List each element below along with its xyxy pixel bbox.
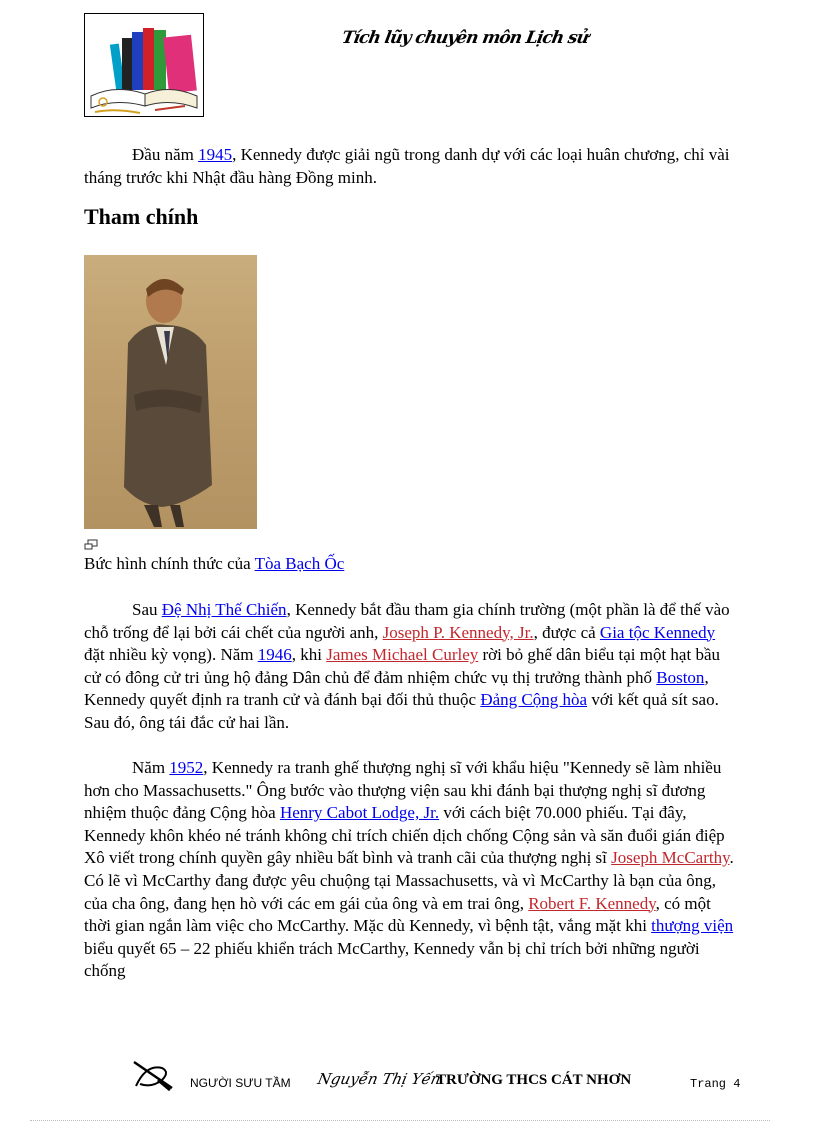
link-joseph-mccarthy[interactable]: Joseph McCarthy	[611, 848, 730, 868]
link-kennedy-family[interactable]: Gia tộc Kennedy	[599, 622, 716, 642]
pen-icon	[132, 1058, 176, 1092]
portrait-figure	[84, 255, 257, 529]
footer-divider	[30, 1120, 770, 1121]
books-icon	[85, 14, 204, 117]
link-1946[interactable]: 1946	[257, 645, 292, 665]
heading-tham-chinh: Tham chính	[84, 204, 199, 229]
kennedy-portrait-image	[84, 255, 257, 529]
paragraph-politics-start: Sau Đệ Nhị Thế Chiến, Kennedy bắt đầu tham gia chính trường (một phần là để thế vào chỗ trống để lại bởi cái chết của người anh, Joseph P. Kennedy, Jr., được cả Gia tộc Kennedy đặt nhiều kỳ vọng). Năm 1946, khi James Michael Curley rời bỏ ghế dân biểu tại một hạt bầu cử có đông cử tri ủng hộ đảng Dân chủ để đảm nhiệm chức vụ thị trưởng thành phố Boston, Kennedy quyết định ra tranh cử và đánh bại đối thủ thuộc Đảng Cộng hòa với kết quả sít sao. Sau đó, ông tái đắc cử hai lần.	[84, 600, 730, 732]
footer-school: TRƯỜNG THCS CÁT NHƠN	[436, 1072, 632, 1088]
link-robert-kennedy[interactable]: Robert F. Kennedy	[528, 893, 656, 913]
link-boston[interactable]: Boston	[656, 667, 705, 687]
paragraph-1945: Đầu năm 1945, Kennedy được giải ngũ trong danh dự với các loại huân chương, chỉ vài tháng trước khi Nhật đầu hàng Đồng minh.	[84, 145, 730, 187]
footer-collector: NGƯỜI SƯU TẦM	[190, 1076, 291, 1090]
link-white-house[interactable]: Tòa Bạch Ốc	[254, 554, 345, 573]
link-world-war-2[interactable]: Đệ Nhị Thế Chiến	[161, 600, 287, 619]
enlarge-image-icon[interactable]	[84, 539, 98, 551]
paragraph-senate-1952: Năm 1952, Kennedy ra tranh ghế thượng nghị sĩ với khẩu hiệu "Kennedy sẽ làm nhiều hơn cho Massachusetts." Ông bước vào thượng viện sau khi đánh bại thượng nghị sĩ đương nhiệm thuộc đảng Cộng hòa Henry Cabot Lodge, Jr. với cách biệt 70.000 phiếu. Tại đây, Kennedy khôn khéo né tránh không chỉ trích chiến dịch chống Cộng sản và săn đuổi gián điệp Xô viết trong chính quyền gây nhiều bất bình và tranh cãi của thượng nghị sĩ Joseph McCarthy. Có lẽ vì McCarthy đang được yêu chuộng tại Massachusetts, và vì McCarthy là bạn của ông, của cha ông, đang hẹn hò với các em gái của ông và em trai ông, Robert F. Kennedy, có một thời gian ngắn làm việc cho McCarthy. Mặc dù Kennedy, vì bệnh tật, vắng mặt khi thượng viện biểu quyết 65 – 22 phiếu khiển trách McCarthy, Kennedy vẫn bị chỉ trích bởi những người chống	[84, 758, 734, 981]
image-caption: Bức hình chính thức của Tòa Bạch Ốc	[84, 554, 345, 573]
page-number: Trang 4	[690, 1077, 741, 1091]
link-senate[interactable]: thượng viện	[651, 916, 734, 936]
page-footer	[0, 1058, 816, 1108]
footer-signature: Nguyễn Thị Yến	[316, 1070, 443, 1088]
link-1952[interactable]: 1952	[169, 758, 204, 777]
header-script-title: Tích lũy chuyên môn Lịch sử	[340, 28, 590, 48]
link-republican-party[interactable]: Đảng Cộng hòa	[480, 690, 588, 710]
link-joseph-kennedy-jr[interactable]: Joseph P. Kennedy, Jr.	[382, 622, 534, 642]
link-james-curley[interactable]: James Michael Curley	[326, 645, 479, 665]
link-henry-cabot-lodge[interactable]: Henry Cabot Lodge, Jr.	[279, 803, 440, 823]
link-1945[interactable]: 1945	[198, 145, 233, 164]
books-logo	[84, 13, 204, 117]
